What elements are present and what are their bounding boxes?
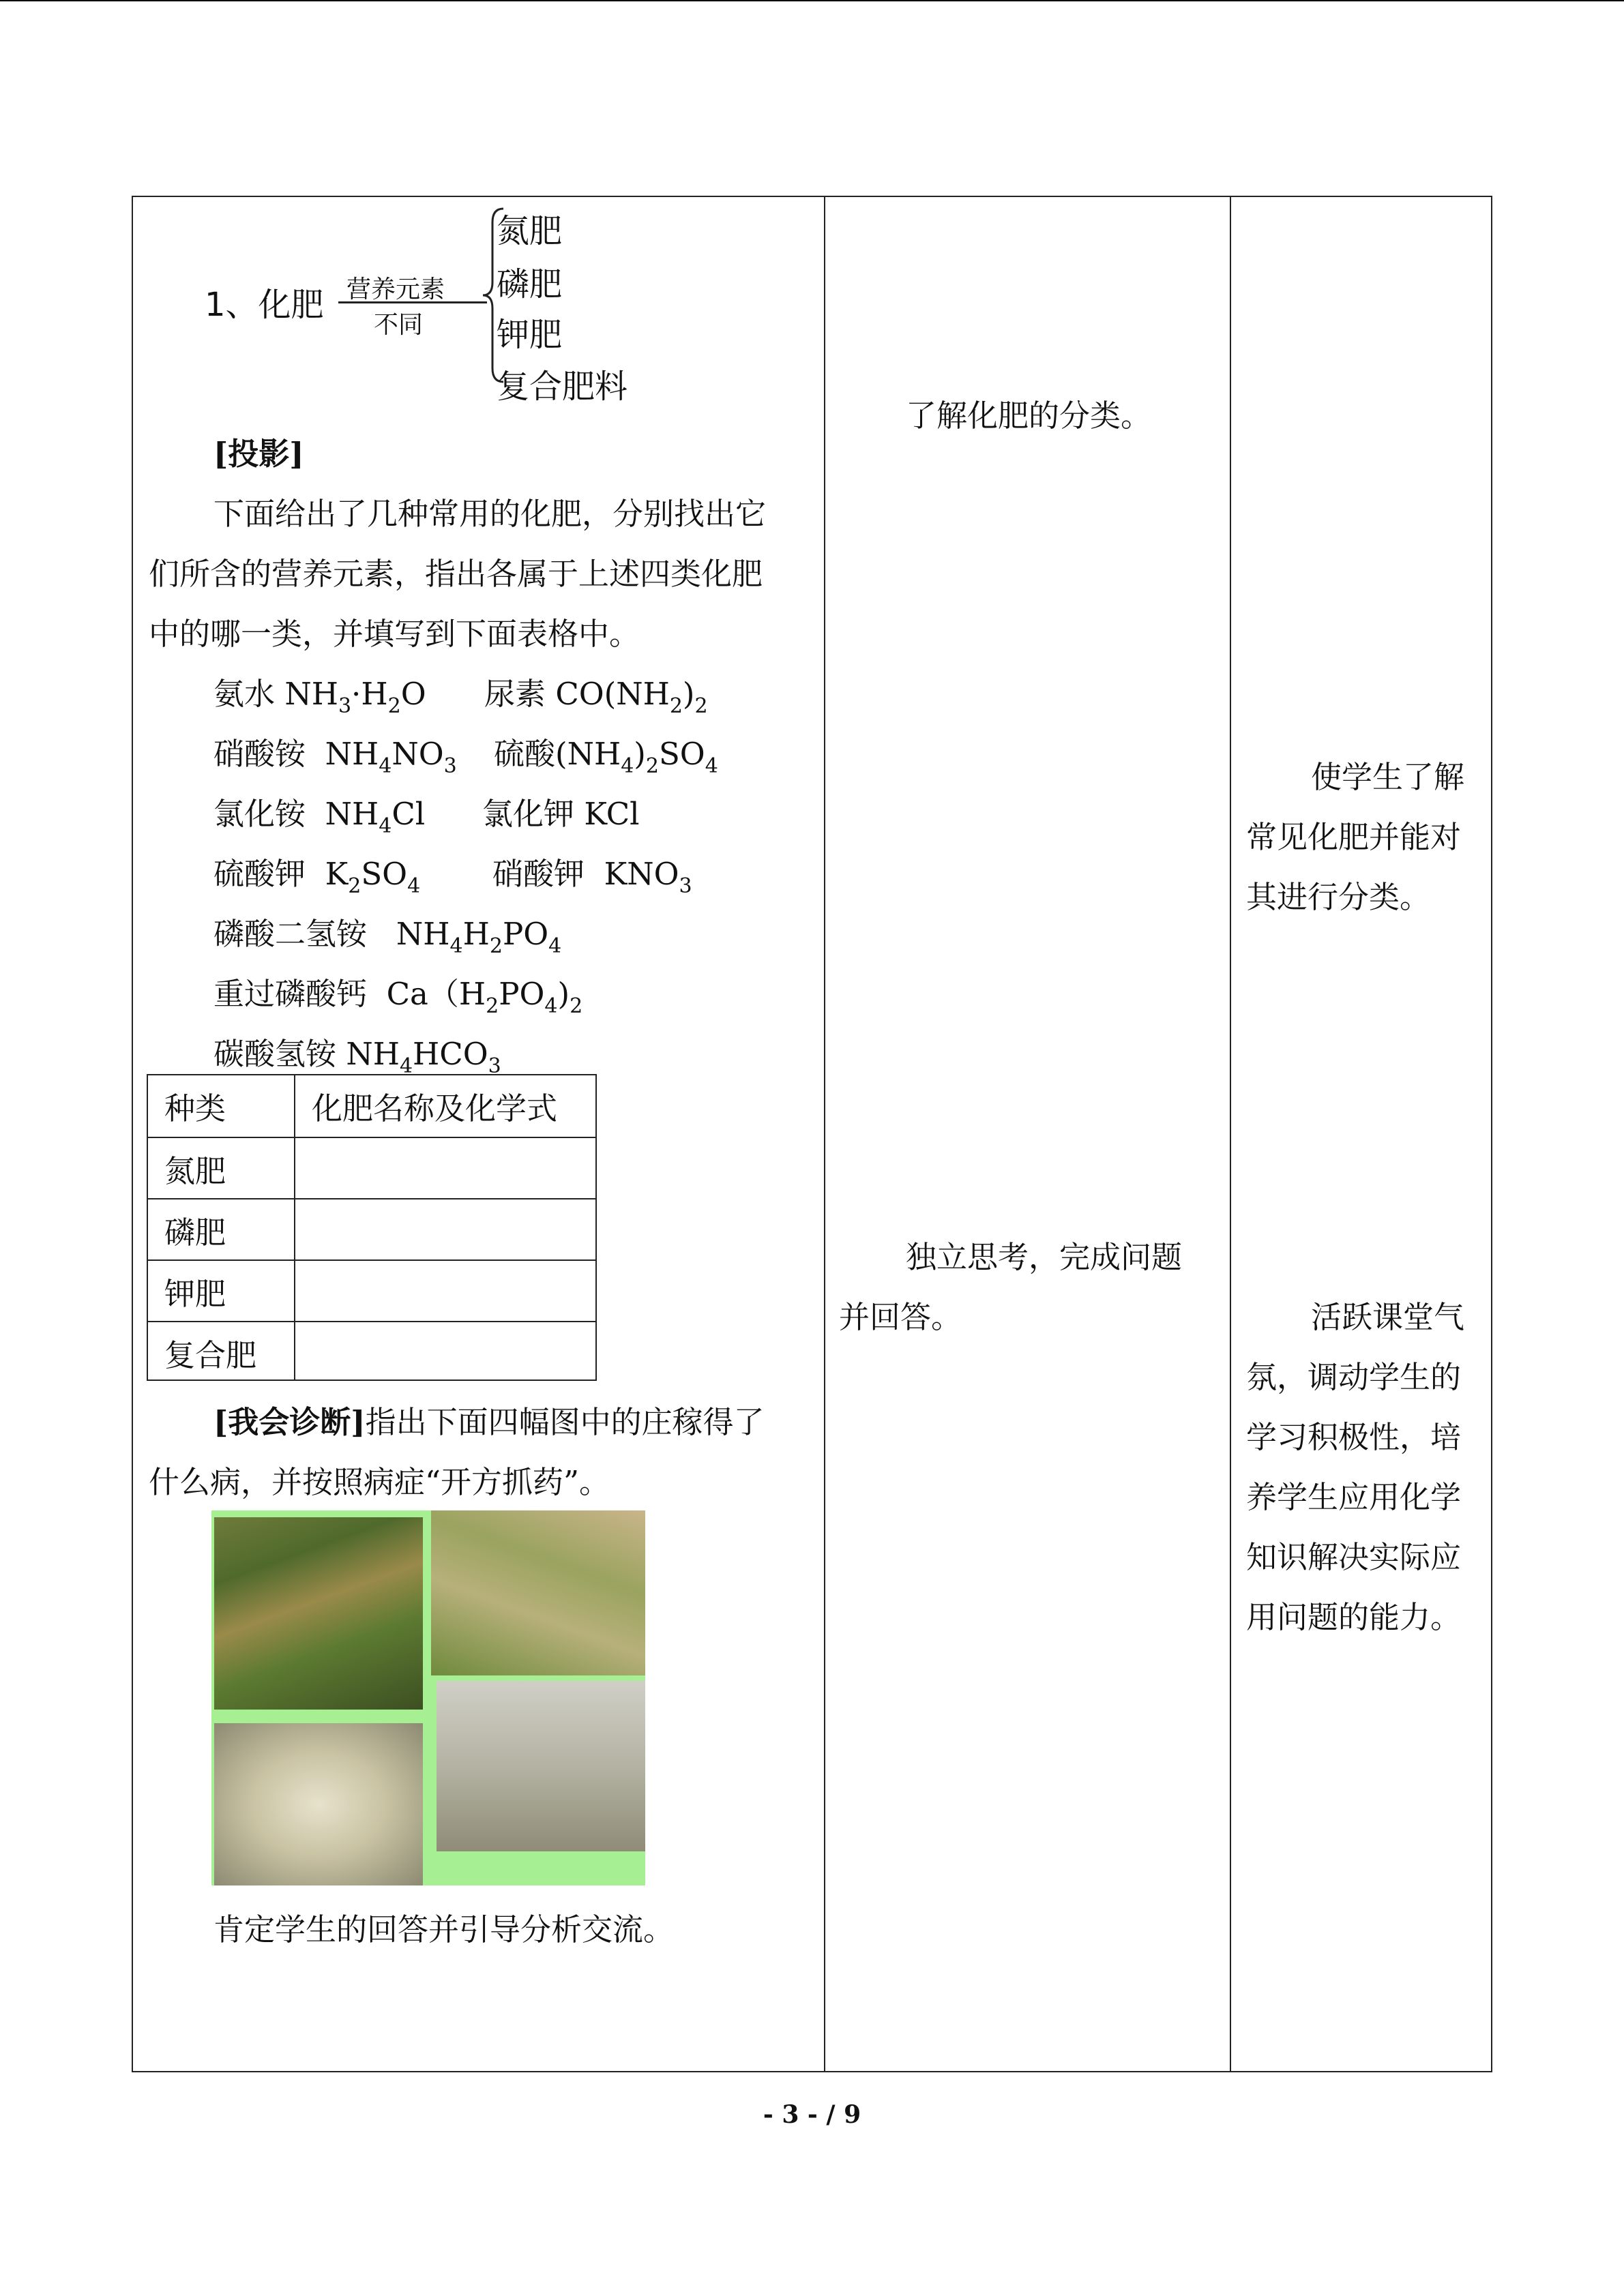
column-divider: [824, 197, 825, 2071]
intro-line: 下面给出了几种常用的化肥，分别找出它: [213, 496, 767, 532]
design-intent-line: 学习积极性，培: [1246, 1419, 1462, 1455]
crop-photo-collage: [211, 1510, 645, 1885]
design-intent-line: 常见化肥并能对: [1246, 819, 1462, 855]
crop-photo-wilted-stalks: [431, 1510, 645, 1675]
table-cell: 磷肥: [164, 1214, 226, 1251]
crop-photo-dense-roots: [214, 1723, 423, 1885]
intro-line: 们所含的营养元素，指出各属于上述四类化肥: [149, 556, 763, 592]
table-header-cell: 种类: [164, 1090, 226, 1127]
design-intent-line: 养学生应用化学: [1246, 1479, 1462, 1515]
design-intent-line: 其进行分类。: [1246, 879, 1431, 915]
diagram-arrow-line: [338, 301, 487, 303]
diagram-item: 复合肥料: [497, 368, 628, 406]
table-cell: 氮肥: [164, 1153, 226, 1189]
student-activity-2-cont: 并回答。: [839, 1299, 962, 1335]
diagram-item: 磷肥: [497, 265, 563, 303]
diagram-condition-top: 营养元素: [346, 275, 445, 303]
crop-photo-corn-leaves: [214, 1517, 423, 1710]
diagnosis-line: [我会诊断]指出下面四幅图中的庄稼得了: [213, 1404, 765, 1440]
fertilizer-ammonium-bicarbonate: 碳酸氢铵 $NH_4HCO_3$: [213, 1036, 501, 1078]
fertilizer-urea: 尿素 $CO(NH_2)_2$: [484, 676, 708, 718]
design-intent-line: 氛，调动学生的: [1246, 1359, 1462, 1395]
diagram-condition-bottom: 不同: [374, 311, 424, 339]
diagnosis-line: 什么病，并按照病症“开方抓药”。: [149, 1464, 610, 1500]
student-activity-1: 了解化肥的分类。: [906, 398, 1152, 434]
design-intent-line: 使学生了解: [1311, 759, 1465, 795]
page-number: - 3 - / 9: [763, 2100, 861, 2129]
diagram-item: 钾肥: [497, 316, 563, 354]
table-row: [148, 1321, 595, 1384]
crop-photo-sparse-roots: [437, 1681, 645, 1851]
fertilizer-ammonium-dihydrogen-phosphate: 磷酸二氢铵 $NH_4H_2PO_4$: [213, 916, 562, 958]
design-intent-line: 活跃课堂气: [1311, 1299, 1465, 1335]
fertilizer-potassium-sulfate: 硫酸钾 $K_2SO_4$: [213, 856, 421, 898]
student-activity-2: 独立思考，完成问题: [906, 1239, 1183, 1275]
diagram-item: 氮肥: [497, 212, 563, 250]
design-intent-line: 知识解决实际应: [1246, 1539, 1462, 1575]
fertilizer-potassium-nitrate: 硝酸钾 $KNO_3$: [492, 856, 692, 898]
table-header-row: [148, 1075, 595, 1137]
table-header-cell: 化肥名称及化学式: [312, 1090, 558, 1127]
fertilizer-classification-table: [147, 1074, 597, 1381]
fertilizer-classification-diagram: [205, 198, 682, 406]
column-divider: [1230, 197, 1231, 2071]
table-cell: 钾肥: [164, 1276, 226, 1312]
fertilizer-ammonium-chloride: 氯化铵 $NH_4Cl$: [213, 796, 426, 838]
table-row: [148, 1198, 595, 1261]
table-row: [148, 1259, 595, 1322]
intro-line: 中的哪一类，并填写到下面表格中。: [149, 616, 640, 652]
diagnosis-label: [我会诊断]: [213, 1404, 366, 1440]
fertilizer-ammonia-water: 氨水 $NH_3\cdot H_2O$: [213, 676, 426, 718]
fertilizer-potassium-chloride: 氯化钾 KCl: [482, 796, 640, 832]
fertilizer-superphosphate: 重过磷酸钙 $Ca(H_2PO_4)_2$: [213, 976, 583, 1018]
projection-label: [投影]: [213, 436, 304, 472]
fertilizer-ammonium-nitrate: 硝酸铵 $NH_4NO_3$: [213, 736, 457, 778]
closing-line: 肯定学生的回答并引导分析交流。: [213, 1911, 675, 1948]
fertilizer-ammonium-sulfate: 硫酸$(NH_4)_2SO_4$: [494, 736, 718, 778]
table-row: [148, 1137, 595, 1199]
table-column-divider: [294, 1075, 295, 1380]
design-intent-line: 用问题的能力。: [1246, 1599, 1462, 1635]
diagram-root-label: 1、化肥: [205, 286, 324, 324]
table-cell: 复合肥: [164, 1337, 257, 1373]
